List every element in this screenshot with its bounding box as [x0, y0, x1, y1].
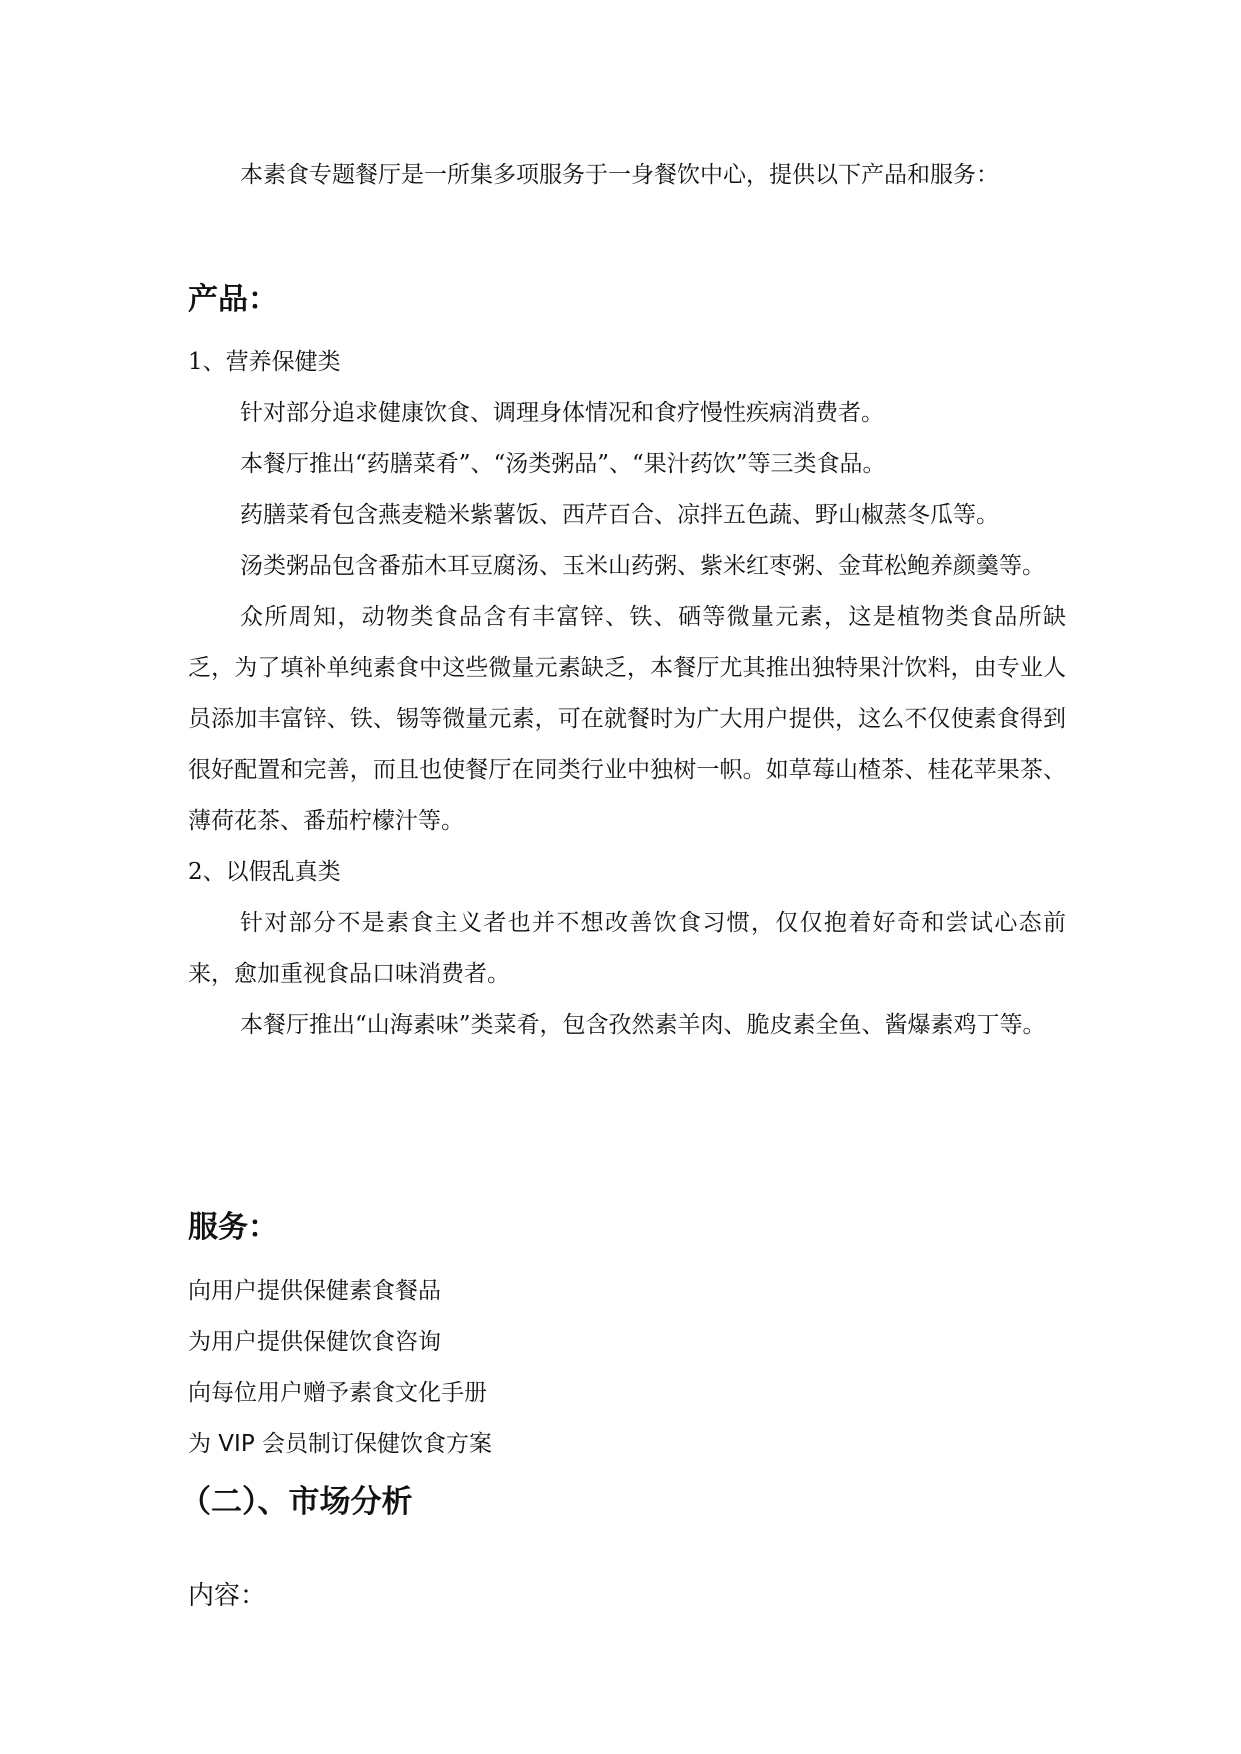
category-1-paragraph-2: 本餐厅推出“药膳菜肴”、“汤类粥品”、“果汁药饮”等三类食品。: [240, 451, 886, 477]
services-heading: 服务：: [188, 1210, 278, 1245]
service-item: 为用户提供保健饮食咨询: [188, 1329, 441, 1355]
category-1-paragraph-5: 众所周知，动物类食品含有丰富锌、铁、硒等微量元素，这是植物类食品所缺乏，为了填补单纯素食中这些微量元素缺乏，本餐厅尤其推出独特果汁饮料，由专业人员添加丰富锌、铁、锡等微量元素，可在就餐时为广大用户提供，这么不仅使素食得到很好配置和完善，而且也使餐厅在同类行业中独树一帜。如草莓山楂茶、桂花苹果茶、薄荷花茶、番茄柠檬汁等。: [188, 604, 1066, 834]
products-heading: 产品：: [188, 282, 278, 317]
services-list: [188, 1266, 1066, 1470]
content-label: 内容：: [188, 1581, 267, 1611]
service-item: 向每位用户赠予素食文化手册: [188, 1380, 487, 1406]
category-1-title: 1、营养保健类: [188, 349, 341, 375]
category-1-paragraph-1: 针对部分追求健康饮食、调理身体情况和食疗慢性疾病消费者。: [240, 400, 884, 426]
category-1-paragraph-4: 汤类粥品包含番茄木耳豆腐汤、玉米山药粥、紫米红枣粥、金茸松鲍养颜羹等。: [240, 553, 1045, 579]
service-item: 向用户提供保健素食餐品: [188, 1278, 441, 1304]
service-item: 为 VIP 会员制订保健饮食方案: [188, 1431, 493, 1457]
market-analysis-heading: （二）、市场分析: [180, 1484, 413, 1520]
category-2-paragraph-1: 针对部分不是素食主义者也并不想改善饮食习惯，仅仅抱着好奇和尝试心态前来，愈加重视食品口味消费者。: [188, 910, 1066, 987]
intro-paragraph: 本素食专题餐厅是一所集多项服务于一身餐饮中心，提供以下产品和服务：: [240, 162, 999, 188]
products-section: [188, 337, 1066, 1051]
category-2-title: 2、以假乱真类: [188, 859, 341, 885]
category-2-paragraph-2: 本餐厅推出“山海素味”类菜肴，包含孜然素羊肉、脆皮素全鱼、酱爆素鸡丁等。: [240, 1012, 1046, 1038]
category-1-paragraph-3: 药膳菜肴包含燕麦糙米紫薯饭、西芹百合、凉拌五色蔬、野山椒蒸冬瓜等。: [240, 502, 999, 528]
